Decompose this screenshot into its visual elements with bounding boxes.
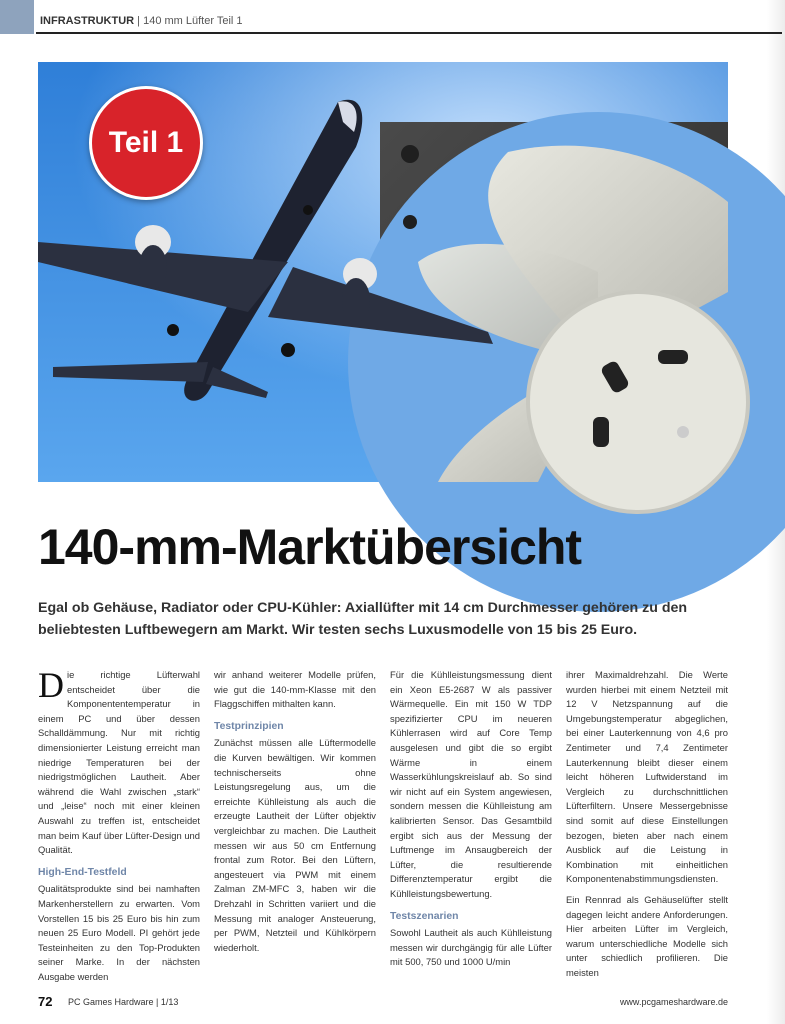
page-footer: [38, 994, 728, 1010]
header-separator: |: [134, 15, 144, 27]
column-3-para-1: Für die Kühlleistungsmessung dient ein Xeon E5-2687 W als passiver Wärmequelle. Ein mit 150 W TDP spezifizierter CPU im neueren Kühlerrasen wird auf Core Temp ausgelesen und gibt die so ergibt Wärme in einem Wasserkühlungskreislauf ab. So sind wir nicht auf ein System angewiesen, sondern messen die Kühlleistung am kalibrierten Sensor. Das Gesamtbild ergibt sich aus der Messung der Luftmenge im Ansaugbereich der Lüfter, die resultierende Differenztemperatur ergibt die Kühlleistungsbewertung.: [390, 669, 552, 899]
column-1-para-1: [38, 665, 200, 858]
footer-url: www.pcgameshardware.de: [619, 997, 728, 1007]
part-badge-label: Teil 1: [108, 126, 184, 159]
header-text: [40, 15, 243, 27]
section-color-tab: [0, 0, 34, 34]
column-2-para-2: Zunächst müssen alle Lüftermodelle die Kurven bewältigen. Wir kommen technischerseits ohne Leistungsregelung aus, um die erreichte Kühlleistung als auch die erzeugte Lautheit der Lüfter objektiv vergleichbar zu machen. Die Lautheit messen wir aus 50 cm Entfernung frontal zum Rotor. Bei den Lüftern, angesteuert via PWM mit einem Zalman ZM-MFC 3, haben wir die Drehzahl in Schritten variiert und die Messung mit analoger Ansteuerung, per PWM, Netzteil und Kühlkörpern wiederholt.: [214, 737, 376, 953]
column-1: [38, 665, 200, 982]
column-4-para-2: Ein Rennrad als Gehäuselüfter stellt dagegen leicht andere Anforderungen. Hier arbeiten Lüfter im Vergleich, warum unterschiedliche Modelle sich unter schiedlich profilieren. Die meisten: [566, 893, 728, 978]
column-3: [390, 668, 552, 970]
header-topic: 140 mm Lüfter Teil 1: [143, 15, 243, 27]
subheading-high-end-testfeld: High-End-Testfeld: [38, 866, 127, 878]
article-title: 140-mm-Marktübersicht: [38, 519, 582, 575]
running-header: [36, 12, 782, 34]
subheading-testprinzipien: Testprinzipien: [214, 720, 284, 732]
drop-cap: D: [38, 665, 64, 705]
footer-magazine: PC Games Hardware | 1/13: [68, 997, 179, 1007]
page-number: 72: [38, 994, 53, 1009]
hero-image: [38, 62, 728, 482]
article-body: [38, 665, 728, 982]
header-rule: [36, 32, 782, 34]
column-4-para-1: ihrer Maximaldrehzahl. Die Werte wurden hierbei mit einem Netzteil mit 12 V Netzspannung auf die Umgebungstemperatur abgeglichen, bei einer Lauterkennung von 4,6 pro Zentimeter und 7,4 Zentimeter Lauterkennung bleibt dieser einem leicht höheren Luftwiderstand im Vergleich zu durchschnittlichen Lüfterfiltern. Unsere Messergebnisse sind somit auf diese Einstellungen bezogen, bieten aber nach einem Ausblick auf die Leistung in Kombination mit einheitlichen Komponentenabstimmungsdiensten.: [566, 669, 728, 885]
subheading-testszenarien: Testszenarien: [390, 910, 459, 922]
part-badge: [89, 86, 203, 200]
column-1-para-2: Qualitätsprodukte sind bei namhaften Markenherstellern zu erwarten. Vom Vorstellen 15 bis 25 Euro bis hin zum neuen 25 Euro Modell. PI gehört jede Testeinheiten zu den Top-Produkten seiner Marke. In der nächsten Ausgabe werden: [38, 883, 200, 982]
column-2-para-1: wir anhand weiterer Modelle prüfen, wie gut die 140-mm-Klasse mit den Flaggschiffen mithalten kann.: [214, 669, 376, 710]
column-2: [214, 668, 376, 970]
column-3-para-2: Sowohl Lautheit als auch Kühlleistung messen wir durchgängig für alle Lüfter mit 500, 750 und 1000 U/min: [390, 927, 552, 968]
header-section: INFRASTRUKTUR: [40, 15, 135, 27]
column-1-para-1-text: ie richtige Lüfterwahl entscheidet über die Komponententemperatur in einem PC und über dessen Schalldämmung. Nur mit richtig dimensionierter Leistung erreicht man niedrige Temperaturen bei der niedrigstmöglichen Lautheit. Aber während die Wahl zwischen „stark“ und „leise“ noch mit einer kleinen Auswahl zu treffen ist, entscheidet man beim Kauf über Lüfter-Design und Qualität.: [38, 669, 200, 856]
article-lead: Egal ob Gehäuse, Radiator oder CPU-Kühler: Axiallüfter mit 14 cm Durchmesser gehören zu den beliebtesten Luftbewegern am Markt. Wir testen sechs Luxusmodelle von 15 bis 25 Euro.: [38, 600, 688, 638]
column-4: [566, 668, 728, 978]
